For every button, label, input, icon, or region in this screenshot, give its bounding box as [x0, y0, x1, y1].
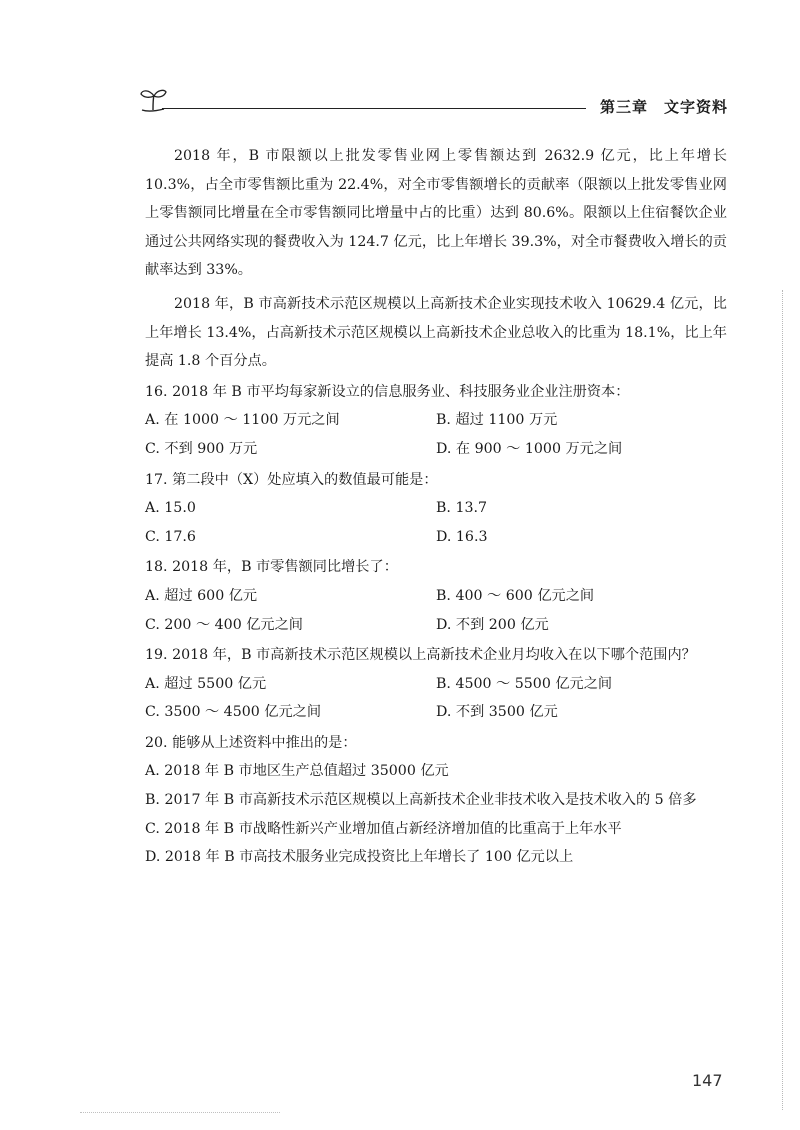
- option-b: B. 4500 ～ 5500 亿元之间: [436, 675, 613, 692]
- option-b: B. 2017 年 B 市高新技术示范区规模以上高新技术企业非技术收入是技术收入的 5 倍多: [145, 792, 697, 809]
- question-stem: 20. 能够从上述资料中推出的是：: [145, 734, 357, 751]
- option-b: B. 超过 1100 万元: [436, 412, 558, 429]
- paragraph-retail: 2018 年，B 市限额以上批发零售业网上零售额达到 2632.9 亿元，比上年增长 10.3%，占全市零售额比重为 22.4%，对全市零售额增长的贡献率（限额以上批发零售业网上零售额同比增量在全市零售额同比增量中占的比重）达到 80.6%。限额以上住宿餐饮企业通过公共网络实现的餐费收入为 124.7 亿元，比上年增长 39.3%，对全市餐费收入增长的贡献率达到 33%。: [145, 148, 727, 279]
- page-header: [138, 86, 728, 116]
- question-19: [145, 641, 727, 727]
- option-a: A. 超过 5500 亿元: [145, 675, 267, 692]
- paragraph-high-tech: 2018 年，B 市高新技术示范区规模以上高新技术企业实现技术收入 10629.4 亿元，比上年增长 13.4%，占高新技术示范区规模以上高新技术企业总收入的比重为 18.1%，比上年提高 1.8 个百分点。: [145, 295, 727, 370]
- option-c: C. 200 ～ 400 亿元之间: [145, 616, 303, 633]
- option-c: C. 不到 900 万元: [145, 440, 258, 457]
- question-stem: 16. 2018 年 B 市平均每家新设立的信息服务业、科技服务业企业注册资本：: [145, 383, 630, 400]
- scan-bottom-marks: [80, 1112, 280, 1113]
- option-a: A. 2018 年 B 市地区生产总值超过 35000 亿元: [145, 763, 449, 780]
- option-list: [145, 582, 727, 639]
- option-a: A. 超过 600 亿元: [145, 587, 258, 604]
- question-17: [145, 466, 727, 552]
- option-d: D. 2018 年 B 市高技术服务业完成投资比上年增长了 100 亿元以上: [145, 849, 574, 866]
- option-a: A. 在 1000 ～ 1100 万元之间: [145, 412, 340, 429]
- question-16: [145, 378, 727, 464]
- option-list: [145, 670, 727, 727]
- question-18: [145, 553, 727, 639]
- option-d: D. 不到 200 亿元: [436, 616, 549, 633]
- option-c: C. 3500 ～ 4500 亿元之间: [145, 704, 322, 721]
- option-c: C. 2018 年 B 市战略性新兴产业增加值占新经济增加值的比重高于上年水平: [145, 820, 622, 837]
- sprout-icon: [138, 86, 168, 114]
- option-a: A. 15.0: [145, 500, 196, 517]
- question-stem: 17. 第二段中（X）处应填入的数值最可能是：: [145, 471, 438, 488]
- option-list: [145, 757, 727, 871]
- question-stem: 18. 2018 年，B 市零售额同比增长了：: [145, 559, 398, 576]
- option-list: [145, 406, 727, 463]
- page-content: [145, 142, 727, 872]
- option-d: D. 在 900 ～ 1000 万元之间: [436, 440, 623, 457]
- question-20: [145, 729, 727, 872]
- page-number: 147: [692, 1071, 723, 1090]
- option-b: B. 400 ～ 600 亿元之间: [436, 587, 595, 604]
- option-c: C. 17.6: [145, 528, 196, 545]
- chapter-title: 第三章 文字资料: [599, 98, 728, 116]
- question-stem: 19. 2018 年，B 市高新技术示范区规模以上高新技术企业月均收入在以下哪个范围内？: [145, 647, 696, 664]
- option-list: [145, 494, 727, 551]
- header-rule: [162, 108, 586, 109]
- option-d: D. 16.3: [436, 528, 488, 545]
- option-b: B. 13.7: [436, 500, 488, 517]
- scan-margin-dots: [782, 290, 783, 1110]
- option-d: D. 不到 3500 亿元: [436, 704, 558, 721]
